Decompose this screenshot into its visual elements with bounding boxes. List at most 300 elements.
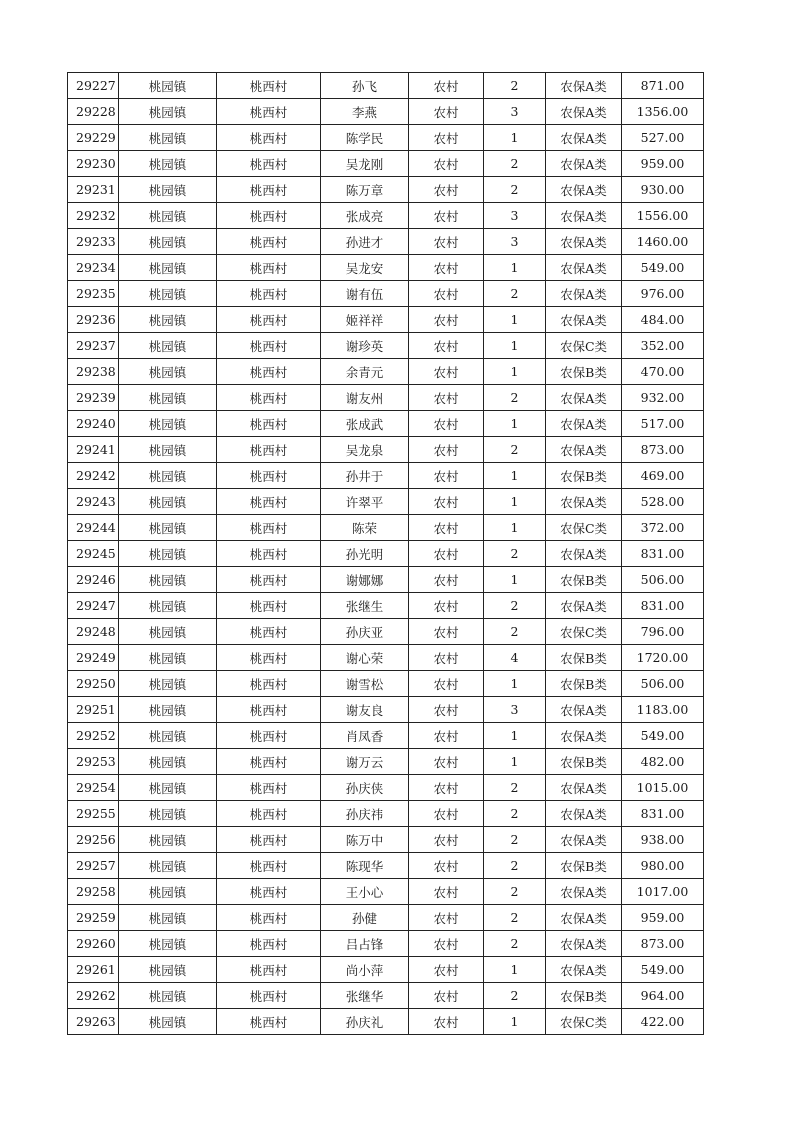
- table-row: [68, 905, 704, 931]
- cell-village: 桃西村: [217, 983, 321, 1009]
- cell-insurance-class: 农保A类: [546, 541, 622, 567]
- table-row: [68, 645, 704, 671]
- cell-record-id: 29233: [68, 229, 119, 255]
- cell-name: 陈学民: [321, 125, 409, 151]
- cell-household-size: 3: [484, 697, 546, 723]
- table-body: [68, 73, 704, 1035]
- cell-village: 桃西村: [217, 203, 321, 229]
- cell-record-id: 29235: [68, 281, 119, 307]
- cell-insurance-class: 农保B类: [546, 749, 622, 775]
- cell-insurance-class: 农保A类: [546, 177, 622, 203]
- cell-village: 桃西村: [217, 307, 321, 333]
- cell-record-id: 29250: [68, 671, 119, 697]
- cell-area-type: 农村: [409, 463, 484, 489]
- cell-name: 姬祥祥: [321, 307, 409, 333]
- cell-area-type: 农村: [409, 229, 484, 255]
- cell-name: 吴龙安: [321, 255, 409, 281]
- cell-name: 孙庆礼: [321, 1009, 409, 1035]
- table-row: [68, 541, 704, 567]
- cell-record-id: 29251: [68, 697, 119, 723]
- cell-name: 陈现华: [321, 853, 409, 879]
- cell-insurance-class: 农保A类: [546, 385, 622, 411]
- cell-area-type: 农村: [409, 333, 484, 359]
- cell-area-type: 农村: [409, 827, 484, 853]
- cell-amount: 549.00: [622, 723, 704, 749]
- cell-record-id: 29236: [68, 307, 119, 333]
- cell-household-size: 1: [484, 749, 546, 775]
- cell-record-id: 29247: [68, 593, 119, 619]
- cell-household-size: 1: [484, 125, 546, 151]
- cell-town: 桃园镇: [119, 1009, 217, 1035]
- cell-town: 桃园镇: [119, 203, 217, 229]
- cell-amount: 796.00: [622, 619, 704, 645]
- cell-insurance-class: 农保B类: [546, 671, 622, 697]
- cell-insurance-class: 农保A类: [546, 489, 622, 515]
- cell-insurance-class: 农保B类: [546, 853, 622, 879]
- cell-record-id: 29263: [68, 1009, 119, 1035]
- cell-amount: 871.00: [622, 73, 704, 99]
- cell-household-size: 1: [484, 307, 546, 333]
- table-row: [68, 255, 704, 281]
- cell-household-size: 2: [484, 437, 546, 463]
- cell-area-type: 农村: [409, 957, 484, 983]
- cell-amount: 549.00: [622, 957, 704, 983]
- cell-household-size: 1: [484, 515, 546, 541]
- cell-name: 孙井于: [321, 463, 409, 489]
- cell-village: 桃西村: [217, 723, 321, 749]
- cell-town: 桃园镇: [119, 749, 217, 775]
- cell-name: 吴龙刚: [321, 151, 409, 177]
- cell-town: 桃园镇: [119, 489, 217, 515]
- cell-amount: 980.00: [622, 853, 704, 879]
- cell-record-id: 29255: [68, 801, 119, 827]
- cell-area-type: 农村: [409, 151, 484, 177]
- table-row: [68, 1009, 704, 1035]
- cell-amount: 831.00: [622, 801, 704, 827]
- cell-name: 尚小萍: [321, 957, 409, 983]
- cell-household-size: 3: [484, 229, 546, 255]
- cell-area-type: 农村: [409, 853, 484, 879]
- cell-record-id: 29228: [68, 99, 119, 125]
- cell-name: 许翠平: [321, 489, 409, 515]
- cell-village: 桃西村: [217, 281, 321, 307]
- cell-town: 桃园镇: [119, 931, 217, 957]
- cell-amount: 930.00: [622, 177, 704, 203]
- table-row: [68, 723, 704, 749]
- cell-record-id: 29252: [68, 723, 119, 749]
- cell-area-type: 农村: [409, 411, 484, 437]
- cell-record-id: 29239: [68, 385, 119, 411]
- cell-area-type: 农村: [409, 931, 484, 957]
- cell-town: 桃园镇: [119, 567, 217, 593]
- cell-village: 桃西村: [217, 801, 321, 827]
- cell-amount: 1183.00: [622, 697, 704, 723]
- cell-area-type: 农村: [409, 359, 484, 385]
- cell-amount: 1356.00: [622, 99, 704, 125]
- cell-name: 谢娜娜: [321, 567, 409, 593]
- cell-town: 桃园镇: [119, 957, 217, 983]
- cell-insurance-class: 农保C类: [546, 619, 622, 645]
- cell-amount: 352.00: [622, 333, 704, 359]
- cell-village: 桃西村: [217, 931, 321, 957]
- cell-record-id: 29260: [68, 931, 119, 957]
- cell-insurance-class: 农保A类: [546, 125, 622, 151]
- cell-village: 桃西村: [217, 749, 321, 775]
- cell-household-size: 2: [484, 827, 546, 853]
- cell-village: 桃西村: [217, 697, 321, 723]
- cell-household-size: 2: [484, 879, 546, 905]
- cell-record-id: 29238: [68, 359, 119, 385]
- cell-amount: 469.00: [622, 463, 704, 489]
- table-row: [68, 489, 704, 515]
- cell-insurance-class: 农保A类: [546, 307, 622, 333]
- cell-name: 肖凤香: [321, 723, 409, 749]
- cell-amount: 549.00: [622, 255, 704, 281]
- table-row: [68, 73, 704, 99]
- cell-amount: 1017.00: [622, 879, 704, 905]
- cell-record-id: 29254: [68, 775, 119, 801]
- cell-name: 谢雪松: [321, 671, 409, 697]
- cell-town: 桃园镇: [119, 177, 217, 203]
- cell-town: 桃园镇: [119, 385, 217, 411]
- cell-town: 桃园镇: [119, 281, 217, 307]
- cell-record-id: 29237: [68, 333, 119, 359]
- cell-household-size: 1: [484, 411, 546, 437]
- cell-household-size: 2: [484, 983, 546, 1009]
- cell-area-type: 农村: [409, 541, 484, 567]
- cell-town: 桃园镇: [119, 905, 217, 931]
- cell-town: 桃园镇: [119, 879, 217, 905]
- cell-name: 孙光明: [321, 541, 409, 567]
- cell-household-size: 1: [484, 463, 546, 489]
- cell-town: 桃园镇: [119, 515, 217, 541]
- table-row: [68, 151, 704, 177]
- cell-town: 桃园镇: [119, 775, 217, 801]
- cell-village: 桃西村: [217, 489, 321, 515]
- cell-village: 桃西村: [217, 255, 321, 281]
- cell-household-size: 4: [484, 645, 546, 671]
- table-row: [68, 775, 704, 801]
- table-row: [68, 749, 704, 775]
- cell-area-type: 农村: [409, 281, 484, 307]
- cell-insurance-class: 农保A类: [546, 593, 622, 619]
- cell-town: 桃园镇: [119, 645, 217, 671]
- cell-village: 桃西村: [217, 73, 321, 99]
- cell-area-type: 农村: [409, 879, 484, 905]
- cell-amount: 831.00: [622, 541, 704, 567]
- cell-record-id: 29230: [68, 151, 119, 177]
- cell-town: 桃园镇: [119, 619, 217, 645]
- cell-town: 桃园镇: [119, 411, 217, 437]
- cell-record-id: 29244: [68, 515, 119, 541]
- cell-record-id: 29231: [68, 177, 119, 203]
- table-row: [68, 567, 704, 593]
- cell-village: 桃西村: [217, 671, 321, 697]
- cell-village: 桃西村: [217, 957, 321, 983]
- cell-insurance-class: 农保A类: [546, 437, 622, 463]
- table-row: [68, 931, 704, 957]
- cell-town: 桃园镇: [119, 541, 217, 567]
- cell-town: 桃园镇: [119, 229, 217, 255]
- cell-household-size: 2: [484, 853, 546, 879]
- cell-amount: 506.00: [622, 671, 704, 697]
- cell-area-type: 农村: [409, 801, 484, 827]
- cell-record-id: 29258: [68, 879, 119, 905]
- cell-amount: 873.00: [622, 437, 704, 463]
- cell-area-type: 农村: [409, 645, 484, 671]
- cell-household-size: 1: [484, 723, 546, 749]
- table-row: [68, 99, 704, 125]
- cell-record-id: 29259: [68, 905, 119, 931]
- cell-record-id: 29227: [68, 73, 119, 99]
- cell-name: 吕占锋: [321, 931, 409, 957]
- cell-record-id: 29248: [68, 619, 119, 645]
- cell-insurance-class: 农保B类: [546, 567, 622, 593]
- cell-insurance-class: 农保A类: [546, 73, 622, 99]
- cell-amount: 831.00: [622, 593, 704, 619]
- cell-village: 桃西村: [217, 1009, 321, 1035]
- cell-household-size: 2: [484, 177, 546, 203]
- table-row: [68, 515, 704, 541]
- cell-insurance-class: 农保A类: [546, 151, 622, 177]
- cell-name: 张继华: [321, 983, 409, 1009]
- cell-amount: 517.00: [622, 411, 704, 437]
- table-row: [68, 125, 704, 151]
- cell-household-size: 1: [484, 489, 546, 515]
- cell-insurance-class: 农保A类: [546, 203, 622, 229]
- table-row: [68, 853, 704, 879]
- table-row: [68, 281, 704, 307]
- cell-insurance-class: 农保A类: [546, 931, 622, 957]
- cell-amount: 959.00: [622, 151, 704, 177]
- cell-town: 桃园镇: [119, 671, 217, 697]
- cell-town: 桃园镇: [119, 437, 217, 463]
- cell-record-id: 29245: [68, 541, 119, 567]
- cell-amount: 1015.00: [622, 775, 704, 801]
- cell-town: 桃园镇: [119, 697, 217, 723]
- cell-record-id: 29256: [68, 827, 119, 853]
- table-row: [68, 411, 704, 437]
- cell-area-type: 农村: [409, 489, 484, 515]
- cell-amount: 422.00: [622, 1009, 704, 1035]
- cell-amount: 527.00: [622, 125, 704, 151]
- cell-household-size: 2: [484, 905, 546, 931]
- cell-village: 桃西村: [217, 411, 321, 437]
- cell-amount: 1556.00: [622, 203, 704, 229]
- table-row: [68, 619, 704, 645]
- cell-name: 孙进才: [321, 229, 409, 255]
- cell-record-id: 29253: [68, 749, 119, 775]
- cell-record-id: 29246: [68, 567, 119, 593]
- cell-town: 桃园镇: [119, 255, 217, 281]
- cell-insurance-class: 农保A类: [546, 905, 622, 931]
- cell-village: 桃西村: [217, 515, 321, 541]
- cell-area-type: 农村: [409, 73, 484, 99]
- cell-area-type: 农村: [409, 307, 484, 333]
- cell-town: 桃园镇: [119, 853, 217, 879]
- cell-amount: 482.00: [622, 749, 704, 775]
- cell-household-size: 1: [484, 333, 546, 359]
- cell-name: 张继生: [321, 593, 409, 619]
- data-table: [67, 72, 704, 1035]
- cell-name: 谢珍英: [321, 333, 409, 359]
- table-row: [68, 827, 704, 853]
- cell-name: 谢心荣: [321, 645, 409, 671]
- cell-village: 桃西村: [217, 99, 321, 125]
- cell-amount: 964.00: [622, 983, 704, 1009]
- cell-town: 桃园镇: [119, 801, 217, 827]
- cell-amount: 372.00: [622, 515, 704, 541]
- cell-household-size: 1: [484, 255, 546, 281]
- table-row: [68, 437, 704, 463]
- cell-village: 桃西村: [217, 905, 321, 931]
- cell-insurance-class: 农保B类: [546, 359, 622, 385]
- table-row: [68, 697, 704, 723]
- cell-town: 桃园镇: [119, 593, 217, 619]
- cell-area-type: 农村: [409, 567, 484, 593]
- cell-area-type: 农村: [409, 99, 484, 125]
- cell-village: 桃西村: [217, 463, 321, 489]
- cell-name: 王小心: [321, 879, 409, 905]
- cell-record-id: 29242: [68, 463, 119, 489]
- cell-insurance-class: 农保C类: [546, 515, 622, 541]
- cell-town: 桃园镇: [119, 463, 217, 489]
- cell-name: 陈荣: [321, 515, 409, 541]
- cell-name: 孙庆亚: [321, 619, 409, 645]
- cell-village: 桃西村: [217, 177, 321, 203]
- cell-area-type: 农村: [409, 177, 484, 203]
- table-row: [68, 229, 704, 255]
- table-row: [68, 333, 704, 359]
- cell-household-size: 2: [484, 775, 546, 801]
- cell-town: 桃园镇: [119, 359, 217, 385]
- cell-village: 桃西村: [217, 541, 321, 567]
- table-row: [68, 463, 704, 489]
- cell-name: 孙庆侠: [321, 775, 409, 801]
- cell-name: 张成武: [321, 411, 409, 437]
- table-row: [68, 177, 704, 203]
- cell-record-id: 29257: [68, 853, 119, 879]
- cell-amount: 470.00: [622, 359, 704, 385]
- cell-record-id: 29243: [68, 489, 119, 515]
- cell-insurance-class: 农保A类: [546, 99, 622, 125]
- cell-village: 桃西村: [217, 827, 321, 853]
- table-row: [68, 203, 704, 229]
- cell-town: 桃园镇: [119, 307, 217, 333]
- cell-household-size: 2: [484, 931, 546, 957]
- cell-town: 桃园镇: [119, 125, 217, 151]
- table-row: [68, 593, 704, 619]
- cell-record-id: 29249: [68, 645, 119, 671]
- cell-household-size: 1: [484, 567, 546, 593]
- cell-area-type: 农村: [409, 775, 484, 801]
- cell-insurance-class: 农保C类: [546, 333, 622, 359]
- cell-town: 桃园镇: [119, 73, 217, 99]
- cell-record-id: 29240: [68, 411, 119, 437]
- cell-area-type: 农村: [409, 593, 484, 619]
- cell-name: 张成亮: [321, 203, 409, 229]
- cell-village: 桃西村: [217, 645, 321, 671]
- cell-village: 桃西村: [217, 567, 321, 593]
- cell-village: 桃西村: [217, 775, 321, 801]
- table-row: [68, 385, 704, 411]
- cell-insurance-class: 农保B类: [546, 463, 622, 489]
- cell-insurance-class: 农保B类: [546, 983, 622, 1009]
- cell-household-size: 2: [484, 151, 546, 177]
- cell-insurance-class: 农保A类: [546, 411, 622, 437]
- cell-area-type: 农村: [409, 723, 484, 749]
- cell-insurance-class: 农保A类: [546, 879, 622, 905]
- cell-town: 桃园镇: [119, 333, 217, 359]
- cell-area-type: 农村: [409, 437, 484, 463]
- cell-village: 桃西村: [217, 359, 321, 385]
- cell-village: 桃西村: [217, 879, 321, 905]
- table-row: [68, 359, 704, 385]
- cell-household-size: 2: [484, 593, 546, 619]
- cell-amount: 976.00: [622, 281, 704, 307]
- table-row: [68, 957, 704, 983]
- cell-area-type: 农村: [409, 671, 484, 697]
- cell-town: 桃园镇: [119, 99, 217, 125]
- cell-amount: 873.00: [622, 931, 704, 957]
- cell-name: 陈万章: [321, 177, 409, 203]
- cell-record-id: 29229: [68, 125, 119, 151]
- cell-household-size: 2: [484, 73, 546, 99]
- cell-record-id: 29261: [68, 957, 119, 983]
- cell-name: 余青元: [321, 359, 409, 385]
- cell-household-size: 1: [484, 671, 546, 697]
- cell-amount: 484.00: [622, 307, 704, 333]
- cell-amount: 932.00: [622, 385, 704, 411]
- cell-village: 桃西村: [217, 593, 321, 619]
- cell-insurance-class: 农保A类: [546, 723, 622, 749]
- cell-name: 吴龙泉: [321, 437, 409, 463]
- cell-insurance-class: 农保A类: [546, 801, 622, 827]
- cell-village: 桃西村: [217, 619, 321, 645]
- cell-area-type: 农村: [409, 203, 484, 229]
- cell-insurance-class: 农保B类: [546, 645, 622, 671]
- cell-household-size: 1: [484, 359, 546, 385]
- cell-area-type: 农村: [409, 385, 484, 411]
- cell-insurance-class: 农保A类: [546, 697, 622, 723]
- cell-amount: 1720.00: [622, 645, 704, 671]
- cell-household-size: 1: [484, 957, 546, 983]
- cell-name: 陈万中: [321, 827, 409, 853]
- cell-household-size: 2: [484, 385, 546, 411]
- cell-area-type: 农村: [409, 905, 484, 931]
- cell-household-size: 2: [484, 541, 546, 567]
- table-row: [68, 879, 704, 905]
- cell-area-type: 农村: [409, 125, 484, 151]
- cell-amount: 528.00: [622, 489, 704, 515]
- cell-area-type: 农村: [409, 749, 484, 775]
- cell-insurance-class: 农保C类: [546, 1009, 622, 1035]
- cell-name: 孙飞: [321, 73, 409, 99]
- cell-area-type: 农村: [409, 983, 484, 1009]
- cell-household-size: 2: [484, 801, 546, 827]
- cell-record-id: 29234: [68, 255, 119, 281]
- cell-amount: 938.00: [622, 827, 704, 853]
- cell-name: 李燕: [321, 99, 409, 125]
- cell-name: 孙健: [321, 905, 409, 931]
- table-row: [68, 801, 704, 827]
- cell-insurance-class: 农保A类: [546, 229, 622, 255]
- cell-town: 桃园镇: [119, 151, 217, 177]
- cell-town: 桃园镇: [119, 723, 217, 749]
- table-row: [68, 671, 704, 697]
- table-row: [68, 983, 704, 1009]
- cell-insurance-class: 农保A类: [546, 775, 622, 801]
